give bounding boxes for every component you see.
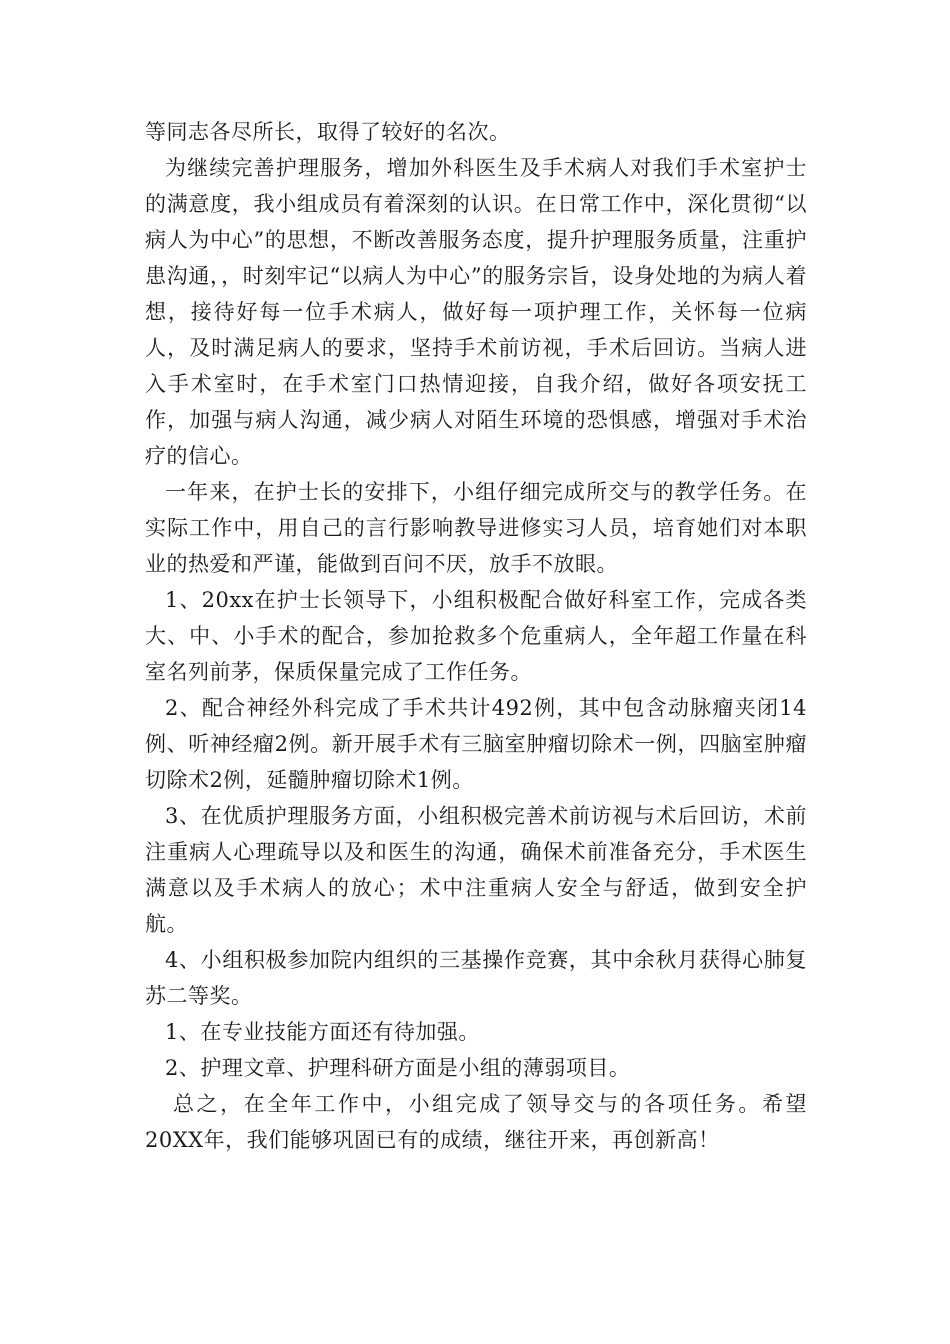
paragraph-teaching: 一年来，在护士长的安排下，小组仔细完成所交与的教学任务。在实际工作中，用自己的言行影响教导进修实习人员，培育她们对本职业的热爱和严谨，能做到百问不厌，放手不放眼。: [145, 480, 807, 576]
paragraph-continuation: 等同志各尽所长，取得了较好的名次。: [145, 120, 511, 144]
paragraph-service: 为继续完善护理服务，增加外科医生及手术病人对我们手术室护士的满意度，我小组成员有着深刻的认识。在日常工作中，深化贯彻“以病人为中心”的思想，不断改善服务态度，提升护理服务质量，注重护患沟通，，时刻牢记“以病人为中心”的服务宗旨，设身处地的为病人着想，接待好每一位手术病人，做好每一项护理工作，关怀每一位病人，及时满足病人的要求，坚持手术前访视，手术后回访。当病人进入手术室时，在手术室门口热情迎接，自我介绍，做好各项安抚工作，加强与病人沟通，减少病人对陌生环境的恐惧感，增强对手术治疗的信心。: [145, 156, 807, 468]
paragraph-shortcoming-1: 1、在专业技能方面还有待加强。: [165, 1020, 480, 1044]
paragraph-item-1: 1、20xx在护士长领导下，小组积极配合做好科室工作，完成各类大、中、小手术的配合，参加抢救多个危重病人，全年超工作量在科室名列前茅，保质保量完成了工作任务。: [145, 588, 807, 684]
paragraph-conclusion: 总之，在全年工作中，小组完成了领导交与的各项任务。希望20XX年，我们能够巩固已有的成绩，继往开来，再创新高！: [145, 1092, 807, 1152]
document-body: [145, 114, 807, 1158]
paragraph-item-3: 3、在优质护理服务方面，小组积极完善术前访视与术后回访，术前注重病人心理疏导以及和医生的沟通，确保术前准备充分，手术医生满意以及手术病人的放心；术中注重病人安全与舒适，做到安全护航。: [145, 804, 807, 936]
paragraph-shortcoming-2: 2、护理文章、护理科研方面是小组的薄弱项目。: [165, 1056, 631, 1080]
paragraph-item-4: 4、小组积极参加院内组织的三基操作竞赛，其中余秋月获得心肺复苏二等奖。: [145, 948, 807, 1008]
paragraph-item-2: 2、配合神经外科完成了手术共计492例，其中包含动脉瘤夹闭14例、听神经瘤2例。新开展手术有三脑室肿瘤切除术一例，四脑室肿瘤切除术2例，延髓肿瘤切除术1例。: [145, 696, 807, 792]
